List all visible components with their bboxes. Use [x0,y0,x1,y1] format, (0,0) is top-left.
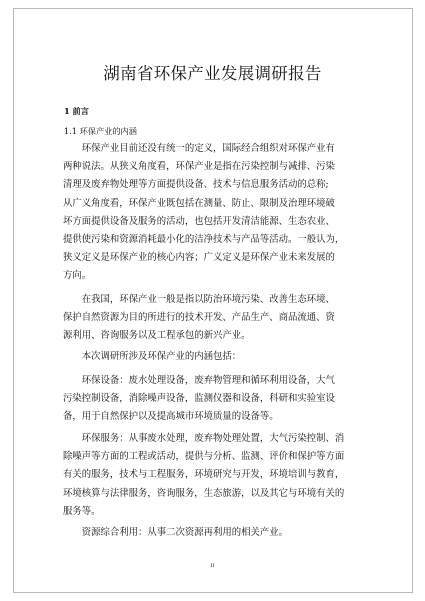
text-line: 坏方面提供设备及服务的活动，也包括开发清洁能源、生态农业、 [63,215,335,227]
text-line: 方向。 [63,270,92,282]
text-line: 服务等。 [63,505,101,517]
text-line: 保护自然资源为目的所进行的技术开发、产品生产、商品流通、资 [63,312,335,324]
text-line: 除噪声等方面的工程或活动，提供与分析、监测、评价和保护等方面 [63,451,345,463]
document-title: 湖南省环保产业发展调研报告 [103,64,322,83]
paragraph-resource-utilization [63,524,363,542]
text-line: 源利用、咨询服务以及工程承包的新兴产业。 [63,330,251,342]
paragraph-china-definition [63,291,363,346]
paragraph-scope-intro [63,348,363,366]
text-line: 两种说法。从狭义角度看，环保产业是指在污染控制与减排、污染 [63,161,335,173]
text-line: 本次调研所涉及环保产业的内涵包括： [63,351,242,362]
text-line: 有关的服务，技术与工程服务，环境研究与开发，环境培训与教育， [63,469,345,481]
text-line: 在我国，环保产业一般是指以防治环境污染、改善生态环境、 [63,294,335,305]
text-line: 备，用于自然保护以及提高城市环境质量的设备等。 [63,411,279,423]
section-heading-1: 1 前言 [64,106,89,116]
text-line: 环保产业目前还没有统一的定义，国际经合组织对环保产业有 [63,143,335,154]
text-line: 资源综合利用：从事二次资源再利用的相关产业。 [63,527,289,538]
text-line: 环保服务：从事废水处理，废弃物处理处置，大气污染控制、消 [63,433,345,444]
text-line: 污染控制设备，消除噪声设备，监测仪器和设备，科研和实验室设 [63,393,335,405]
paragraph-services [63,430,363,521]
paragraph-equipment [63,372,363,427]
text-line: 从广义角度看，环保产业既包括在测量、防止、限制及治理环境破 [63,197,335,209]
page-number: II [210,563,215,569]
paragraph-definition [63,140,363,286]
text-line: 提供使污染和资源消耗最小化的洁净技术与产品等活动。一般认为， [63,234,345,246]
text-line: 清理及废弃物处理等方面提供设备、技术与信息服务活动的总称; [63,179,329,191]
text-line: 狭义定义是环保产业的核心内容；广义定义是环保产业未来发展的 [63,252,335,264]
text-line: 环境核算与法律服务，咨询服务，生态旅游，以及其它与环境有关的 [63,487,345,499]
text-line: 环保设备：废水处理设备，废弃物管理和循环利用设备，大气 [63,375,335,386]
section-heading-1-1: 1.1 环保产业的内涵 [64,126,137,136]
